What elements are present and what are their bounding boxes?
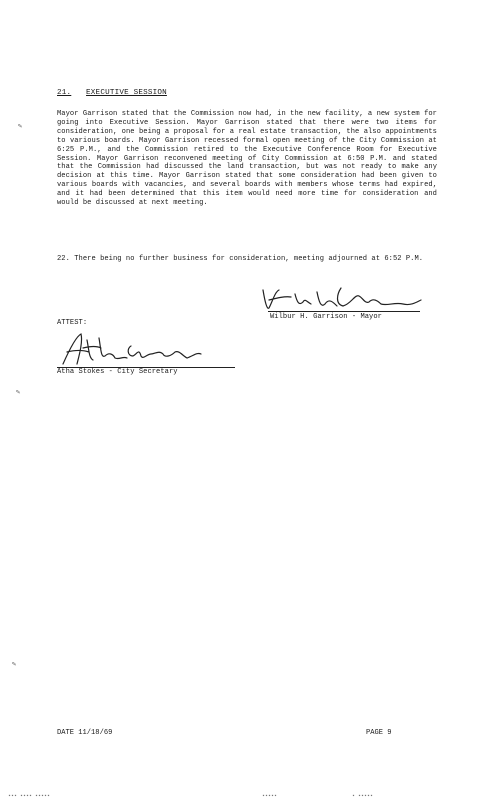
footer-page-number: PAGE 9 — [366, 729, 392, 737]
margin-annotation: ✎ — [15, 388, 21, 398]
margin-annotation: ✎ — [11, 660, 17, 670]
scan-artifact: ▪ ▪▪▪▪▪ — [352, 793, 374, 799]
footer-date: DATE 11/18/69 — [57, 729, 113, 737]
section-number: 21. — [57, 89, 72, 97]
mayor-signature-line — [268, 311, 420, 312]
secretary-signature — [57, 326, 207, 370]
executive-session-paragraph: Mayor Garrison stated that the Commission now had, in the new facility, a new system for going into Executive Session. Mayor Garrison stated that there were two items for consideration, one being a proposal for a real estate transaction, the also appointments to various boards. Mayor Garrison recessed formal open meeting of the City Commission at 6:25 P.M., and the Commission retired to the Executive Conference Room for Executive Session. Mayor Garrison reconvened meeting of City Commission at 6:50 P.M. and stated that the Commission had discussed the land transaction, but was not ready to make any decision at this time. Mayor Garrison stated that some consideration had been given to various boards with vacancies, and several boards with members whose terms had expired, and it had been determined that this item would need more time for consideration and would be discussed at next meeting. — [57, 110, 437, 208]
section-title: EXECUTIVE SESSION — [86, 89, 167, 97]
mayor-caption: Wilbur H. Garrison - Mayor — [270, 313, 382, 321]
scan-artifact: ▪▪▪ ▪▪▪▪ ▪▪▪▪▪ — [8, 793, 51, 799]
secretary-signature-drawing — [57, 326, 207, 370]
secretary-caption: Atha Stokes - City Secretary — [57, 368, 178, 376]
margin-annotation: ✎ — [17, 122, 23, 132]
section-heading — [57, 89, 167, 97]
adjournment-paragraph: 22. There being no further business for consideration, meeting adjourned at 6:52 P.M. — [57, 255, 424, 263]
scan-artifact: ▪▪▪▪▪ — [262, 793, 278, 799]
attest-label: ATTEST: — [57, 319, 88, 327]
